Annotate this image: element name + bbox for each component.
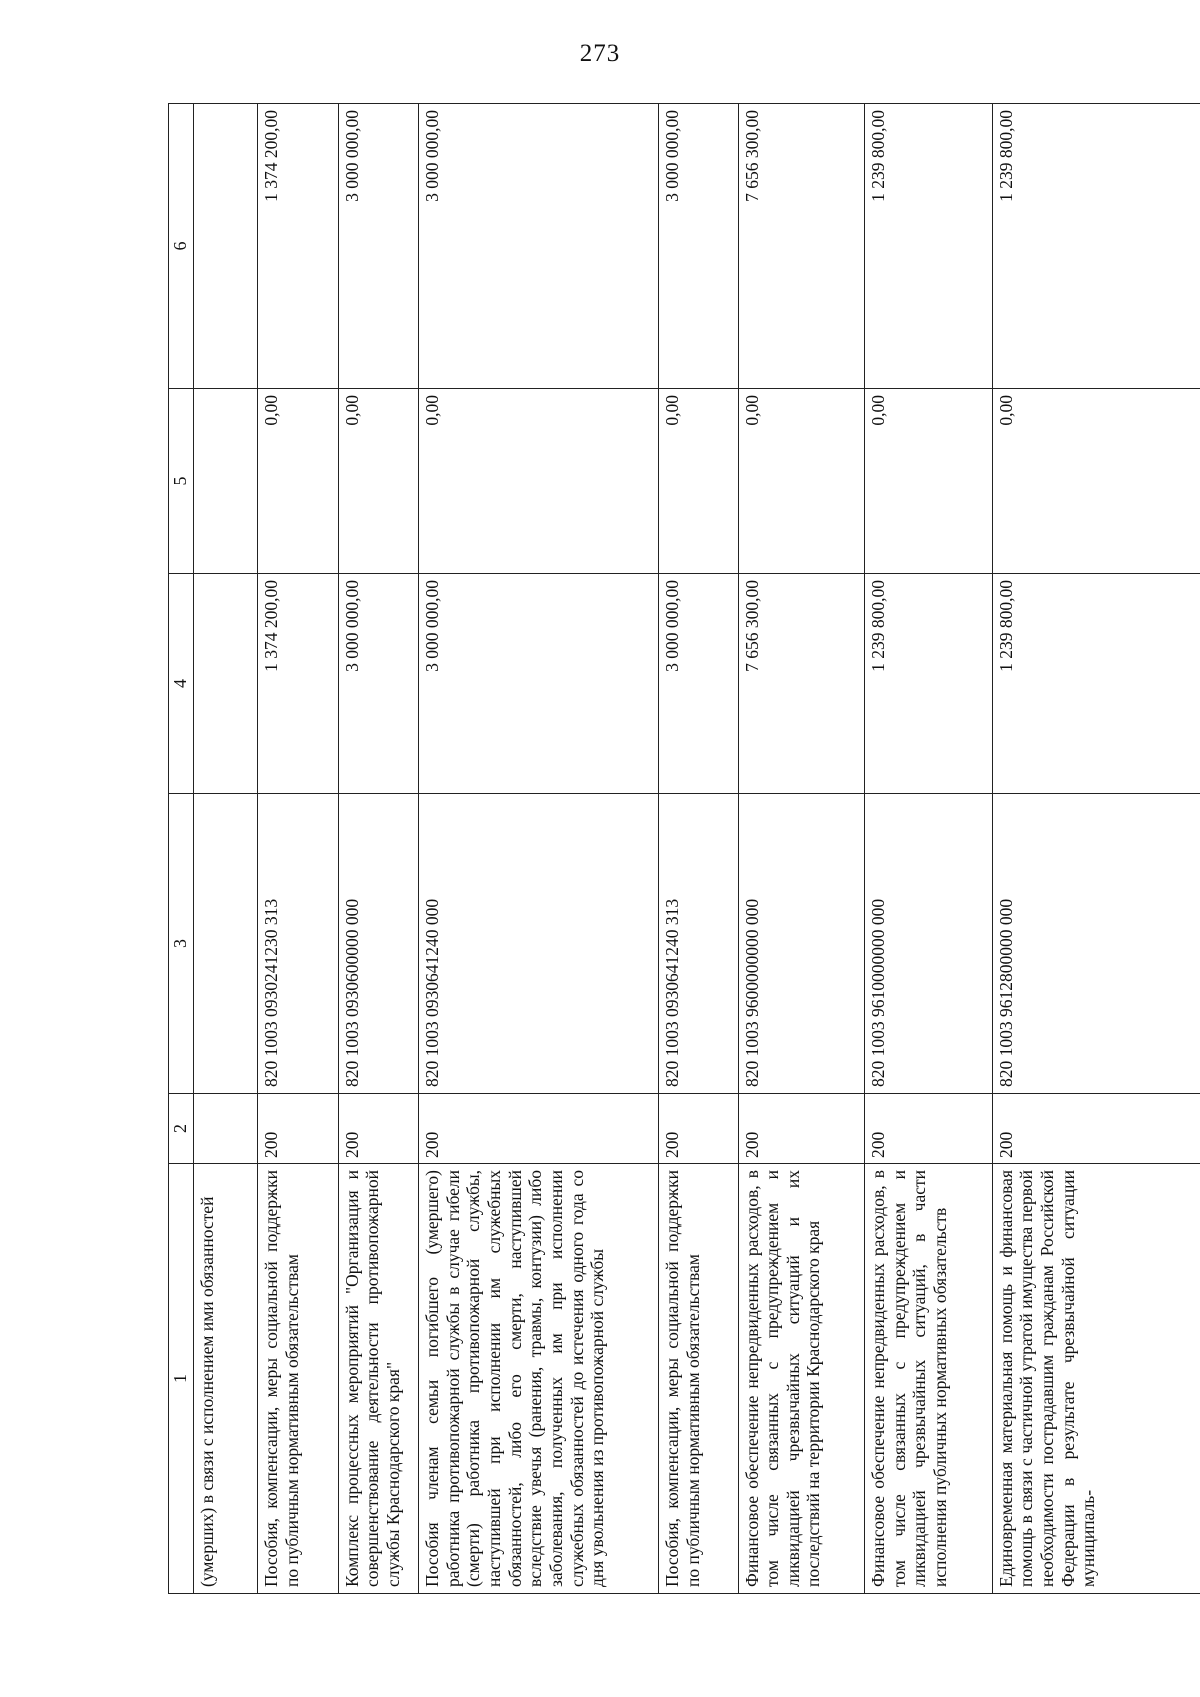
row-amount-4: 7 656 300,00 — [738, 574, 865, 794]
row-classification-code: 820 1003 9610000000 000 — [865, 794, 993, 1094]
row-amount-4: 3 000 000,00 — [419, 574, 659, 794]
row-amount-4: 1 374 200,00 — [258, 574, 338, 794]
column-header-1: 1 — [169, 1164, 194, 1594]
row-classification-code: 820 1003 0930641240 000 — [419, 794, 659, 1094]
row-amount-5: 0,00 — [419, 389, 659, 574]
row-classification-code: 820 1003 0930600000 000 — [338, 794, 418, 1094]
row-amount-5: 0,00 — [738, 389, 865, 574]
row-classification-code: 820 1003 9612800000 000 — [992, 794, 1200, 1094]
row-amount-6: 1 239 800,00 — [865, 104, 993, 389]
table-row — [419, 104, 659, 1594]
column-header-4: 4 — [169, 574, 194, 794]
row-description: Пособия, компенсации, меры социальной поддержки по публичным нормативным обязательствам — [659, 1164, 738, 1594]
row-code-2: 200 — [659, 1094, 738, 1164]
row-amount-5: 0,00 — [865, 389, 993, 574]
row-classification-code: 820 1003 9600000000 000 — [738, 794, 865, 1094]
row-amount-5: 0,00 — [258, 389, 338, 574]
row-amount-4: 1 239 800,00 — [992, 574, 1200, 794]
row-amount-6: 3 000 000,00 — [338, 104, 418, 389]
row-amount-4: 3 000 000,00 — [659, 574, 738, 794]
row-description: Пособия, компенсации, меры социальной поддержки по публичным нормативным обязательствам — [258, 1164, 338, 1594]
table-row — [738, 104, 865, 1594]
row-description: Финансовое обеспечение непредвиденных расходов, в том числе связанных с предупреждением и ликвидацией чрезвычайных ситуаций и их последствий на территории Краснодарского края — [738, 1164, 865, 1594]
row-amount-6: 3 000 000,00 — [659, 104, 738, 389]
row-amount-4: 3 000 000,00 — [338, 574, 418, 794]
budget-table — [168, 103, 1200, 1594]
row-code-2: 200 — [258, 1094, 338, 1164]
row-code-2: 200 — [738, 1094, 865, 1164]
rotated-table-wrapper — [168, 104, 1200, 1594]
row-amount-6: 1 239 800,00 — [992, 104, 1200, 389]
row-amount-5 — [194, 389, 258, 574]
page-number: 273 — [579, 40, 621, 67]
row-classification-code — [194, 794, 258, 1094]
row-amount-6: 7 656 300,00 — [738, 104, 865, 389]
row-code-2: 200 — [338, 1094, 418, 1164]
table-row — [992, 104, 1200, 1594]
row-description: (умерших) в связи с исполнением ими обязанностей — [194, 1164, 258, 1594]
row-description: Единовременная материальная помощь и финансовая помощь в связи с частичной утратой имущества первой необходимости пострадавшим гражданам Российской Федерации в результате чрезвычайной ситуации муниципаль- — [992, 1164, 1200, 1594]
row-amount-5: 0,00 — [659, 389, 738, 574]
table-header-row — [169, 104, 194, 1594]
table-row — [865, 104, 993, 1594]
table-row — [338, 104, 418, 1594]
row-code-2: 200 — [865, 1094, 993, 1164]
row-amount-4 — [194, 574, 258, 794]
row-code-2 — [194, 1094, 258, 1164]
row-amount-6 — [194, 104, 258, 389]
row-code-2: 200 — [419, 1094, 659, 1164]
row-amount-5: 0,00 — [992, 389, 1200, 574]
column-header-2: 2 — [169, 1094, 194, 1164]
table-row — [659, 104, 738, 1594]
table-row — [258, 104, 338, 1594]
column-header-6: 6 — [169, 104, 194, 389]
row-amount-5: 0,00 — [338, 389, 418, 574]
row-description: Финансовое обеспечение непредвиденных расходов, в том числе связанных с предупреждением и ликвидацией чрезвычайных ситуаций, в части исполнения публичных нормативных обязательств — [865, 1164, 993, 1594]
row-classification-code: 820 1003 0930241230 313 — [258, 794, 338, 1094]
row-classification-code: 820 1003 0930641240 313 — [659, 794, 738, 1094]
row-description: Пособия членам семьи погибшего (умершего) работника противопожарной службы в случае гибели (смерти) работника противопожарной службы, наступившей при исполнении им служебных обязанностей, либо его смерти, наступившей вследствие увечья (ранения, травмы, контузии) либо заболевания, полученных им при исполнении служебных обязанностей до истечения одного года со дня увольнения из противопожарной службы — [419, 1164, 659, 1594]
table-row — [194, 104, 258, 1594]
column-header-5: 5 — [169, 389, 194, 574]
column-header-3: 3 — [169, 794, 194, 1094]
row-amount-4: 1 239 800,00 — [865, 574, 993, 794]
row-code-2: 200 — [992, 1094, 1200, 1164]
row-amount-6: 3 000 000,00 — [419, 104, 659, 389]
row-description: Комплекс процессных мероприятий "Организация и совершенствование деятельности противопожарной службы Краснодарского края" — [338, 1164, 418, 1594]
row-amount-6: 1 374 200,00 — [258, 104, 338, 389]
